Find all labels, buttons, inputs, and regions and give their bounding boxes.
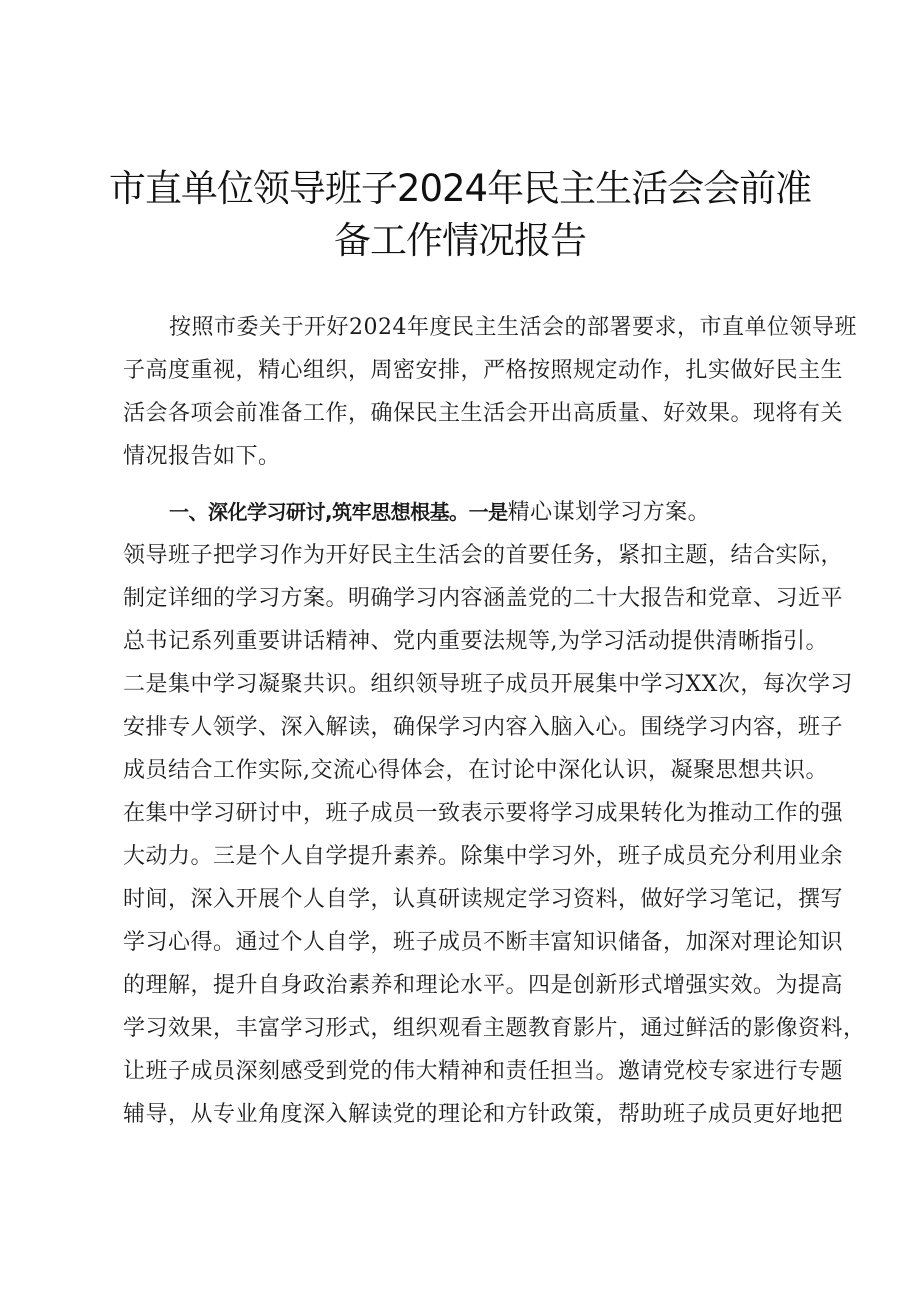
section-1-line: 学习效果，丰富学习形式，组织观看主题教育影片，通过鲜活的影像资料，: [123, 1016, 866, 1041]
section-1-line: 制定详细的学习方案。明确学习内容涵盖党的二十大报告和党章、习近平: [123, 586, 844, 611]
intro-line: 按照市委关于开好2024年度民主生活会的部署要求，市直单位领导班: [169, 315, 857, 340]
intro-line: 情况报告如下。: [123, 444, 281, 469]
section-1-line: 总书记系列重要讲话精神、党内重要法规等,为学习活动提供清晰指引。: [123, 629, 828, 654]
section-1-line: 时间，深入开展个人自学，认真研读规定学习资料，做好学习笔记，撰写: [123, 887, 844, 912]
section-1-line: 领导班子把学习作为开好民主生活会的首要任务，紧扣主题，结合实际，: [123, 543, 844, 568]
section-1-line: 成员结合工作实际,交流心得体会，在讨论中深化认识，凝聚思想共识。: [123, 758, 828, 783]
section-1-heading-line: [123, 491, 823, 534]
section-1-line: 让班子成员深刻感受到党的伟大精神和责任担当。邀请党校专家进行专题: [123, 1059, 844, 1084]
intro-paragraph: [123, 306, 857, 478]
document-title-line-2: 备工作情况报告: [334, 219, 586, 262]
section-1-line: 二是集中学习凝聚共识。组织领导班子成员开展集中学习XX次，每次学习: [123, 672, 853, 697]
section-1-line: 学习心得。通过个人自学，班子成员不断丰富知识储备，加深对理论知识: [123, 930, 844, 955]
section-1-line: 大动力。三是个人自学提升素养。除集中学习外，班子成员充分利用业余: [123, 844, 844, 869]
section-1-heading: 一、深化学习研讨,筑牢思想根基。一是: [169, 500, 508, 524]
intro-line: 活会各项会前准备工作，确保民主生活会开出高质量、好效果。现将有关: [123, 401, 844, 426]
section-1-line: 的理解，提升自身政治素养和理论水平。四是创新形式增强实效。为提高: [123, 973, 844, 998]
section-1-line: 在集中学习研讨中，班子成员一致表示要将学习成果转化为推动工作的强: [123, 801, 844, 826]
section-1-heading-rest: 精心谋划学习方案。: [507, 500, 711, 525]
document-title-line-1: 市直单位领导班子2024年民主生活会会前准: [108, 167, 812, 210]
section-1-line: 安排专人领学、深入解读，确保学习内容入脑入心。围绕学习内容，班子: [123, 715, 844, 740]
section-1-line: 辅导，从专业角度深入解读党的理论和方针政策，帮助班子成员更好地把: [123, 1102, 844, 1127]
intro-line: 子高度重视，精心组织，周密安排，严格按照规定动作，扎实做好民主生: [123, 358, 844, 383]
section-1-paragraph: [123, 491, 866, 1136]
